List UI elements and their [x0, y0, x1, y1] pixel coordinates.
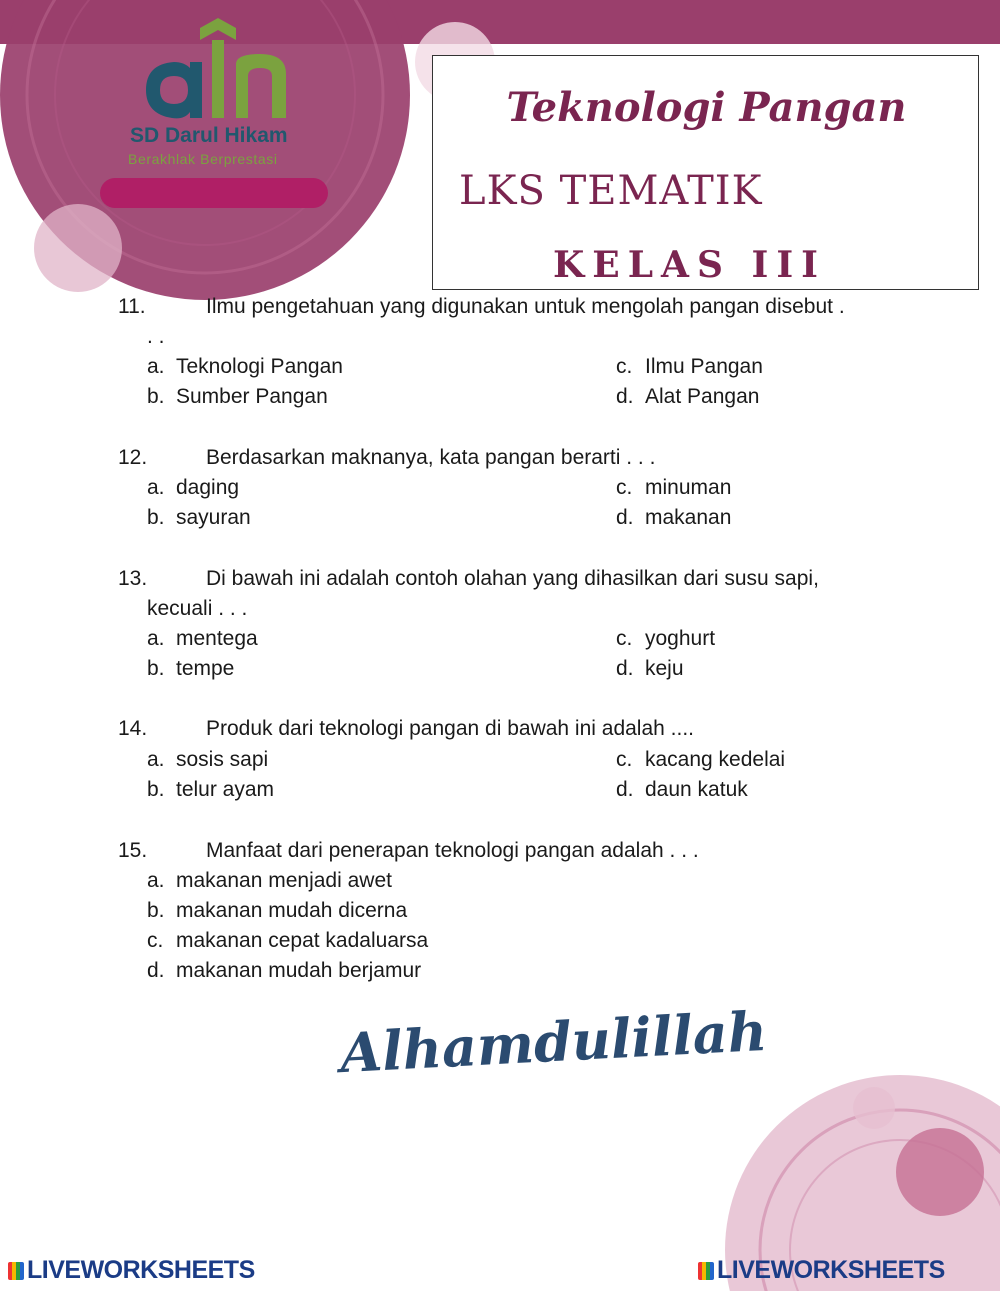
option-text: makanan mudah dicerna	[176, 899, 408, 922]
option-label: b.	[147, 506, 165, 529]
brand-text: LIVEWORKSHEETS	[27, 1256, 255, 1284]
option-label: d.	[616, 657, 634, 680]
option-label: a.	[147, 869, 165, 892]
option-a[interactable]	[147, 473, 239, 503]
grade-label: KELAS III	[553, 244, 827, 286]
question-text: Manfaat dari penerapan teknologi pangan adalah . . .	[206, 839, 699, 862]
option-label: a.	[147, 748, 165, 771]
closing-signature: Alhamdulillah	[338, 998, 769, 1086]
option-label: d.	[616, 385, 634, 408]
option-d[interactable]	[616, 654, 684, 684]
option-d[interactable]	[616, 775, 748, 805]
footer-brand-right[interactable]	[698, 1256, 945, 1285]
dh-monogram-icon	[140, 14, 300, 122]
question-text: Di bawah ini adalah contoh olahan yang dihasilkan dari susu sapi,	[206, 567, 819, 590]
option-b[interactable]	[147, 382, 328, 412]
option-text: sayuran	[176, 506, 251, 529]
option-text: sosis sapi	[176, 748, 269, 771]
option-a[interactable]	[147, 866, 392, 896]
option-a[interactable]	[147, 745, 268, 775]
option-text: makanan	[645, 506, 732, 529]
question-number: 12.	[118, 446, 148, 469]
question-text: Produk dari teknologi pangan di bawah ini adalah ....	[206, 717, 695, 740]
option-d[interactable]	[616, 503, 731, 533]
option-b[interactable]	[147, 896, 407, 926]
option-label: c.	[616, 476, 633, 499]
option-text: makanan mudah berjamur	[176, 959, 422, 982]
option-text: mentega	[176, 627, 258, 650]
question-text-continued: kecuali . . .	[147, 597, 248, 620]
option-label: a.	[147, 627, 165, 650]
live-badge-icon	[698, 1262, 714, 1280]
school-logo	[140, 14, 300, 122]
option-label: b.	[147, 657, 165, 680]
question-text: Ilmu pengetahuan yang digunakan untuk mengolah pangan disebut .	[206, 295, 845, 318]
question-number: 11.	[118, 295, 146, 318]
option-a[interactable]	[147, 352, 343, 382]
option-text: Alat Pangan	[645, 385, 760, 408]
option-label: c.	[147, 929, 164, 952]
title-box	[432, 55, 979, 290]
option-text: keju	[645, 657, 684, 680]
option-text: yoghurt	[645, 627, 716, 650]
school-tagline: Berakhlak Berprestasi	[128, 151, 278, 167]
option-label: c.	[616, 627, 633, 650]
option-label: b.	[147, 385, 165, 408]
option-text: kacang kedelai	[645, 748, 786, 771]
option-b[interactable]	[147, 503, 251, 533]
school-name: SD Darul Hikam	[130, 124, 288, 147]
option-label: b.	[147, 899, 165, 922]
option-d[interactable]	[616, 382, 759, 412]
option-label: c.	[616, 355, 633, 378]
option-text: telur ayam	[176, 778, 275, 801]
option-text: makanan cepat kadaluarsa	[176, 929, 429, 952]
worksheet-title: Teknologi Pangan	[506, 84, 907, 131]
option-label: c.	[616, 748, 633, 771]
option-c[interactable]	[147, 926, 428, 956]
question-text-continued: . .	[147, 325, 165, 348]
option-text: daging	[176, 476, 240, 499]
option-text: minuman	[645, 476, 732, 499]
option-c[interactable]	[616, 624, 715, 654]
question-number: 14.	[118, 717, 148, 740]
option-label: d.	[616, 778, 634, 801]
question-number: 13.	[118, 567, 148, 590]
option-d[interactable]	[147, 956, 421, 986]
option-text: makanan menjadi awet	[176, 869, 392, 892]
live-badge-icon	[8, 1262, 24, 1280]
option-label: b.	[147, 778, 165, 801]
option-label: a.	[147, 476, 165, 499]
question-number: 15.	[118, 839, 148, 862]
footer-brand-left[interactable]	[8, 1256, 255, 1285]
option-b[interactable]	[147, 654, 234, 684]
option-text: daun katuk	[645, 778, 748, 801]
option-text: tempe	[176, 657, 235, 680]
option-b[interactable]	[147, 775, 274, 805]
worksheet-subtitle: LKS TEMATIK	[459, 168, 763, 214]
option-c[interactable]	[616, 473, 731, 503]
option-a[interactable]	[147, 624, 258, 654]
option-label: a.	[147, 355, 165, 378]
option-c[interactable]	[616, 352, 763, 382]
logo-decorative-bar	[100, 178, 328, 208]
question-text: Berdasarkan maknanya, kata pangan berarti . . .	[206, 446, 656, 469]
option-label: d.	[147, 959, 165, 982]
option-text: Teknologi Pangan	[176, 355, 343, 378]
option-c[interactable]	[616, 745, 785, 775]
option-text: Ilmu Pangan	[645, 355, 763, 378]
brand-text: LIVEWORKSHEETS	[717, 1256, 945, 1284]
option-text: Sumber Pangan	[176, 385, 328, 408]
option-label: d.	[616, 506, 634, 529]
